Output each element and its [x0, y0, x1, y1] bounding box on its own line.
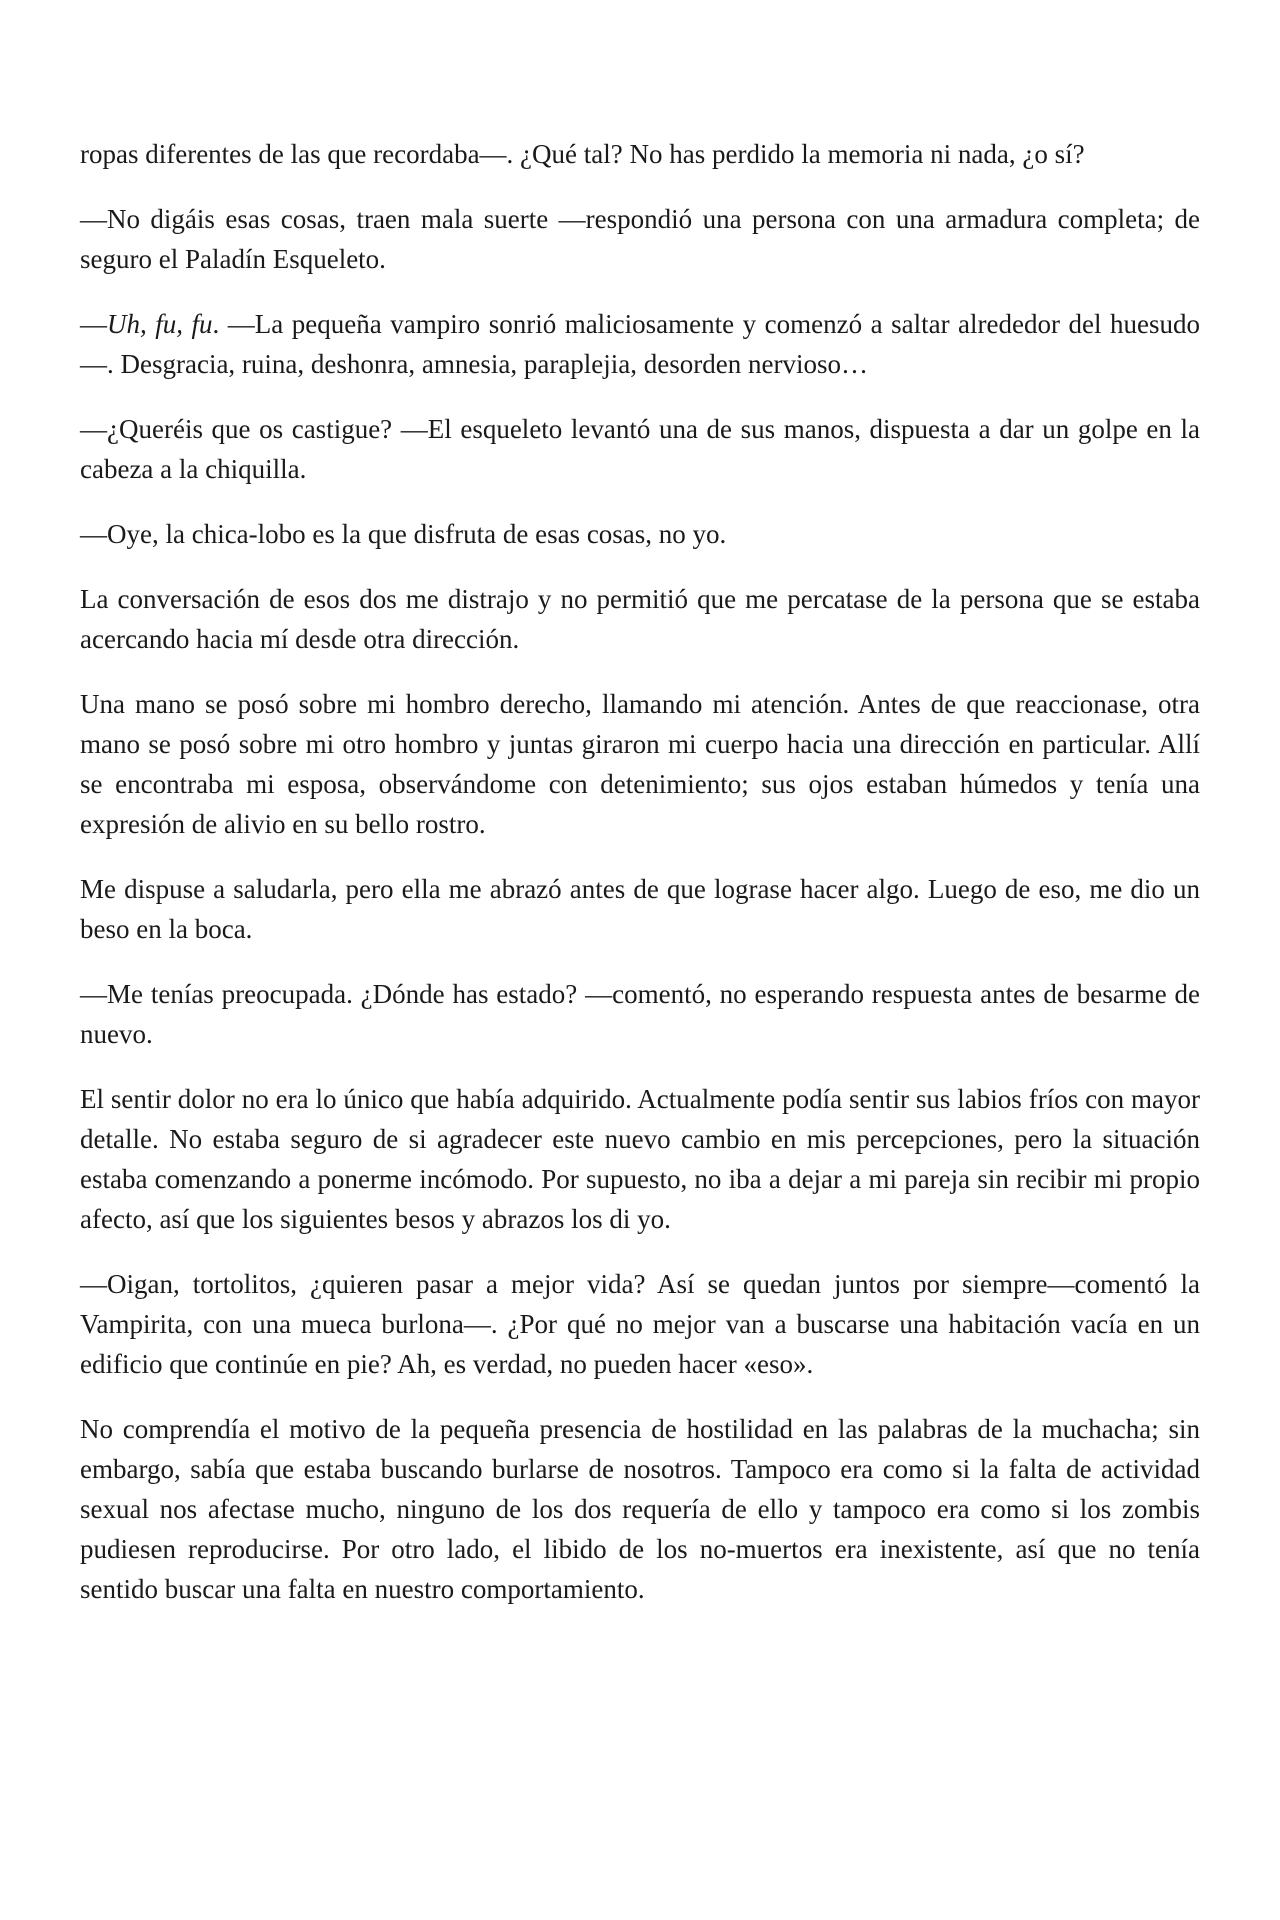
paragraph-10: El sentir dolor no era lo único que había adquirido. Actualmente podía sentir sus labios fríos con mayor detalle. No estaba seguro de si agradecer este nuevo cambio en mis percepciones, pero la situación estaba comenzando a ponerme incómodo. Por supuesto, no iba a dejar a mi pareja sin recibir mi propio afecto, así que los siguientes besos y abrazos los di yo.	[80, 1084, 1200, 1234]
paragraph-9: —Me tenías preocupada. ¿Dónde has estado? —comentó, no esperando respuesta antes de besarme de nuevo.	[80, 979, 1200, 1049]
italic-laugh: Uh, fu, fu	[107, 309, 213, 339]
paragraph-5: —Oye, la chica-lobo es la que disfruta de esas cosas, no yo.	[80, 519, 727, 549]
dialogue-dash: —	[80, 309, 107, 339]
paragraph-12: No comprendía el motivo de la pequeña presencia de hostilidad en las palabras de la muchacha; sin embargo, sabía que estaba buscando burlarse de nosotros. Tampoco era como si la falta de actividad sexual nos afectase mucho, ninguno de los dos requería de ello y tampoco era como si los zombis pudiesen reproducirse. Por otro lado, el libido de los no-muertos era inexistente, así que no tenía sentido buscar una falta en nuestro comportamiento.	[80, 1414, 1200, 1604]
document-page	[80, 134, 1200, 1634]
paragraph-7: Una mano se posó sobre mi hombro derecho, llamando mi atención. Antes de que reaccionase, otra mano se posó sobre mi otro hombro y juntas giraron mi cuerpo hacia una dirección en particular. Allí se encontraba mi esposa, observándome con detenimiento; sus ojos estaban húmedos y tenía una expresión de alivio en su bello rostro.	[80, 689, 1200, 839]
paragraph-4: —¿Queréis que os castigue? —El esqueleto levantó una de sus manos, dispuesta a dar un golpe en la cabeza a la chiquilla.	[80, 414, 1200, 484]
paragraph-1: ropas diferentes de las que recordaba—. ¿Qué tal? No has perdido la memoria ni nada, ¿o sí?	[80, 139, 1085, 169]
paragraph-3	[80, 304, 1200, 384]
paragraph-11: —Oigan, tortolitos, ¿quieren pasar a mejor vida? Así se quedan juntos por siempre—comentó la Vampirita, con una mueca burlona—. ¿Por qué no mejor van a buscarse una habitación vacía en un edificio que continúe en pie? Ah, es verdad, no pueden hacer «eso».	[80, 1269, 1200, 1379]
paragraph-2: —No digáis esas cosas, traen mala suerte —respondió una persona con una armadura completa; de seguro el Paladín Esqueleto.	[80, 204, 1200, 274]
paragraph-3-text: . —La pequeña vampiro sonrió maliciosamente y comenzó a saltar alrededor del huesudo—. Desgracia, ruina, deshonra, amnesia, paraplejia, desorden nervioso…	[80, 309, 1200, 379]
paragraph-6: La conversación de esos dos me distrajo y no permitió que me percatase de la persona que se estaba acercando hacia mí desde otra dirección.	[80, 584, 1200, 654]
paragraph-8: Me dispuse a saludarla, pero ella me abrazó antes de que lograse hacer algo. Luego de eso, me dio un beso en la boca.	[80, 874, 1200, 944]
